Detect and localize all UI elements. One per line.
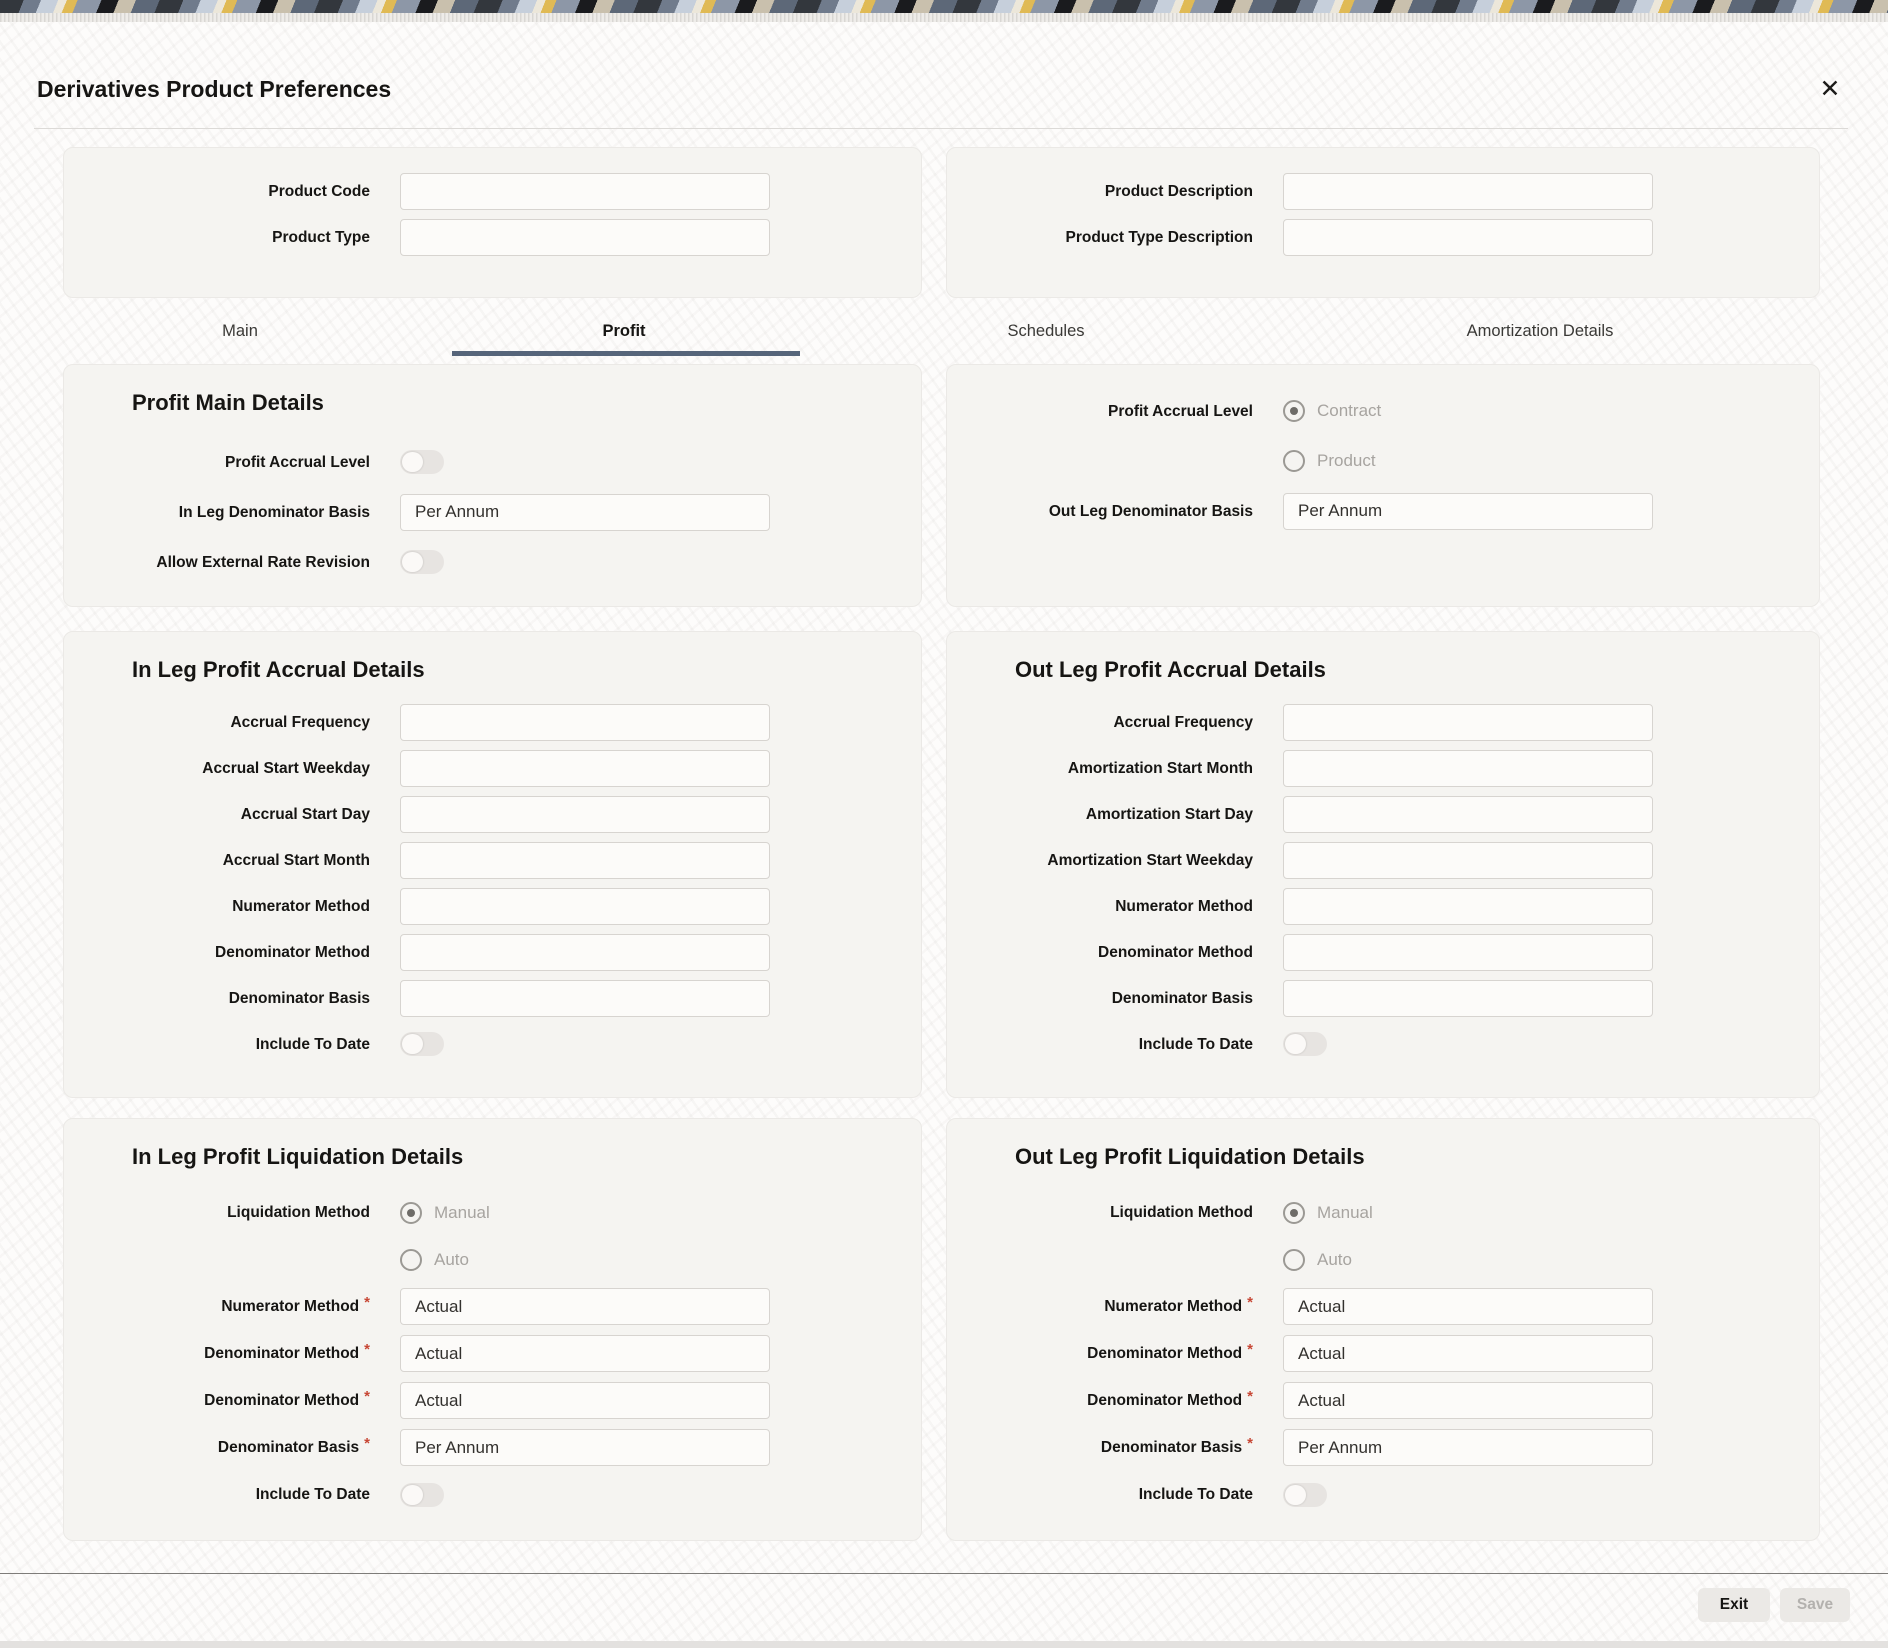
field-row <box>947 699 1819 745</box>
denominator-basis-label: Denominator Basis <box>228 989 370 1007</box>
top-texture-strip <box>0 13 1888 22</box>
denominator-method-label <box>971 1341 1253 1363</box>
product-identity-card <box>63 147 922 298</box>
in-leg-profit-liquidation-details-card <box>63 1118 922 1541</box>
out-leg-liq-numerator-method-input[interactable] <box>1283 1288 1653 1325</box>
out-leg-liq-denominator-method-2-input[interactable] <box>1283 1382 1653 1419</box>
toggle-knob <box>1285 1485 1306 1505</box>
field-row <box>64 745 921 791</box>
field-row <box>64 791 921 837</box>
in-leg-liq-denominator-method-input[interactable] <box>400 1335 770 1372</box>
product-type-input[interactable] <box>400 219 770 256</box>
liquidation-method-manual-row <box>64 1189 921 1236</box>
radio-product-label: Product <box>1317 451 1376 470</box>
required-marker: * <box>1247 1435 1253 1452</box>
toggle-knob <box>402 452 423 472</box>
liquidation-method-manual-row <box>947 1189 1819 1236</box>
label-text: Denominator Method <box>1087 1392 1243 1409</box>
field-row <box>64 699 921 745</box>
in-leg-accrual-start-month-input[interactable] <box>400 842 770 879</box>
in-leg-liq-include-to-date-toggle[interactable] <box>400 1483 444 1507</box>
tab-amortization-details[interactable]: Amortization Details <box>1466 322 1614 340</box>
out-leg-denominator-basis-label: Out Leg Denominator Basis <box>1048 502 1253 520</box>
denominator-method-label <box>88 1388 370 1410</box>
out-leg-accrual-denominator-method-input[interactable] <box>1283 934 1653 971</box>
numerator-method-label: Numerator Method <box>232 897 370 915</box>
product-description-row <box>947 168 1819 214</box>
amortization-start-month-label: Amortization Start Month <box>1067 759 1253 777</box>
in-leg-accrual-denominator-basis-input[interactable] <box>400 980 770 1017</box>
product-type-label: Product Type <box>272 228 370 246</box>
field-row <box>947 745 1819 791</box>
in-leg-accrual-frequency-input[interactable] <box>400 704 770 741</box>
in-leg-profit-accrual-details-card <box>63 631 922 1098</box>
in-leg-accrual-start-day-input[interactable] <box>400 796 770 833</box>
numerator-method-label <box>971 1294 1253 1316</box>
required-marker: * <box>364 1341 370 1358</box>
tab-main[interactable]: Main <box>222 322 258 340</box>
label-text: Numerator Method <box>221 1298 360 1315</box>
in-leg-accrual-numerator-method-input[interactable] <box>400 888 770 925</box>
page-title: Derivatives Product Preferences <box>37 76 392 102</box>
field-row <box>947 1283 1819 1330</box>
liquidation-method-label: Liquidation Method <box>1110 1204 1253 1221</box>
top-collage-banner <box>0 0 1888 14</box>
out-leg-accrual-numerator-method-input[interactable] <box>1283 888 1653 925</box>
required-marker: * <box>1247 1341 1253 1358</box>
denominator-basis-label: Denominator Basis <box>1111 989 1253 1007</box>
out-leg-denominator-basis-input[interactable] <box>1283 493 1653 530</box>
allow-external-rate-revision-toggle[interactable] <box>400 550 444 574</box>
product-description-card <box>946 147 1820 298</box>
out-leg-denominator-basis-row <box>947 486 1819 536</box>
out-leg-liq-denominator-basis-input[interactable] <box>1283 1429 1653 1466</box>
amortization-start-weekday-label: Amortization Start Weekday <box>1047 851 1253 869</box>
include-to-date-row <box>64 1021 921 1067</box>
product-code-input[interactable] <box>400 173 770 210</box>
accrual-level-contract-row <box>947 386 1819 436</box>
field-row <box>64 929 921 975</box>
section-title-out-leg-accrual: Out Leg Profit Accrual Details <box>1015 657 1326 682</box>
out-leg-amortization-start-day-input[interactable] <box>1283 796 1653 833</box>
profit-accrual-level-toggle[interactable] <box>400 450 444 474</box>
accrual-frequency-label: Accrual Frequency <box>1113 713 1253 731</box>
product-type-description-row <box>947 214 1819 260</box>
out-leg-accrual-include-to-date-toggle[interactable] <box>1283 1032 1327 1056</box>
field-row <box>947 1424 1819 1471</box>
numerator-method-label: Numerator Method <box>1115 897 1253 915</box>
footer-divider <box>0 1573 1888 1574</box>
required-marker: * <box>1247 1388 1253 1405</box>
denominator-method-label <box>88 1341 370 1363</box>
in-leg-denominator-basis-row <box>64 487 921 537</box>
allow-external-rate-revision-label: Allow External Rate Revision <box>156 553 370 571</box>
required-marker: * <box>1247 1294 1253 1311</box>
include-to-date-label: Include To Date <box>1138 1486 1253 1503</box>
exit-button[interactable]: Exit <box>1698 1588 1770 1622</box>
liquidation-method-label: Liquidation Method <box>227 1204 370 1221</box>
field-row <box>64 1283 921 1330</box>
toggle-knob <box>402 1034 423 1054</box>
toggle-knob <box>1285 1034 1306 1054</box>
radio-auto-label: Auto <box>434 1249 469 1269</box>
tab-schedules[interactable]: Schedules <box>1007 322 1085 340</box>
active-tab-underline <box>452 351 800 356</box>
out-leg-amortization-start-month-input[interactable] <box>1283 750 1653 787</box>
accrual-start-month-label: Accrual Start Month <box>222 851 370 869</box>
field-row <box>64 837 921 883</box>
required-marker: * <box>364 1435 370 1452</box>
denominator-method-label: Denominator Method <box>215 943 370 961</box>
out-leg-liq-include-to-date-toggle[interactable] <box>1283 1483 1327 1507</box>
tab-profit[interactable]: Profit <box>602 322 646 340</box>
field-row <box>64 883 921 929</box>
field-row <box>64 1377 921 1424</box>
product-description-label: Product Description <box>1104 182 1253 200</box>
in-leg-denominator-basis-input[interactable] <box>400 494 770 531</box>
field-row <box>947 837 1819 883</box>
radio-product[interactable] <box>1283 450 1305 472</box>
section-title-in-leg-accrual: In Leg Profit Accrual Details <box>132 657 425 682</box>
product-type-row <box>64 214 921 260</box>
include-to-date-label: Include To Date <box>255 1035 370 1053</box>
profit-accrual-level-label: Profit Accrual Level <box>1107 402 1253 420</box>
out-leg-accrual-frequency-input[interactable] <box>1283 704 1653 741</box>
field-row <box>64 1424 921 1471</box>
field-row <box>947 975 1819 1021</box>
profit-main-details-card <box>63 364 922 607</box>
required-marker: * <box>364 1388 370 1405</box>
field-row <box>64 1330 921 1377</box>
label-text: Denominator Method <box>1087 1345 1243 1362</box>
section-title-profit-main-details: Profit Main Details <box>132 390 324 415</box>
required-marker: * <box>364 1294 370 1311</box>
liquidation-method-auto-row <box>64 1236 921 1283</box>
in-leg-accrual-start-weekday-input[interactable] <box>400 750 770 787</box>
toggle-knob <box>402 1485 423 1505</box>
in-leg-accrual-include-to-date-toggle[interactable] <box>400 1032 444 1056</box>
include-to-date-row <box>947 1471 1819 1518</box>
denominator-basis-label <box>88 1435 370 1457</box>
in-leg-liq-denominator-basis-input[interactable] <box>400 1429 770 1466</box>
radio-manual[interactable] <box>400 1202 422 1224</box>
close-icon[interactable]: ✕ <box>1810 70 1850 108</box>
label-text: Denominator Basis <box>217 1439 360 1456</box>
section-title-out-leg-liquidation: Out Leg Profit Liquidation Details <box>1015 1144 1365 1169</box>
field-row <box>64 975 921 1021</box>
product-description-input[interactable] <box>1283 173 1653 210</box>
field-row <box>947 1330 1819 1377</box>
amortization-start-day-label: Amortization Start Day <box>1085 805 1253 823</box>
field-row <box>947 883 1819 929</box>
radio-auto[interactable] <box>400 1249 422 1271</box>
radio-contract-label: Contract <box>1317 401 1382 420</box>
numerator-method-label <box>88 1294 370 1316</box>
out-leg-liq-denominator-method-input[interactable] <box>1283 1335 1653 1372</box>
include-to-date-row <box>64 1471 921 1518</box>
in-leg-accrual-denominator-method-input[interactable] <box>400 934 770 971</box>
radio-auto[interactable] <box>1283 1249 1305 1271</box>
radio-contract[interactable] <box>1283 400 1305 422</box>
out-leg-profit-accrual-details-card <box>946 631 1820 1098</box>
include-to-date-row <box>947 1021 1819 1067</box>
out-leg-amortization-start-weekday-input[interactable] <box>1283 842 1653 879</box>
header-divider <box>34 128 1848 129</box>
accrual-start-weekday-label: Accrual Start Weekday <box>202 759 370 777</box>
out-leg-accrual-denominator-basis-input[interactable] <box>1283 980 1653 1017</box>
section-title-in-leg-liquidation: In Leg Profit Liquidation Details <box>132 1144 464 1169</box>
product-code-row <box>64 168 921 214</box>
field-row <box>947 791 1819 837</box>
label-text: Denominator Method <box>204 1345 360 1362</box>
accrual-level-product-row <box>947 436 1819 486</box>
label-text: Denominator Basis <box>1100 1439 1243 1456</box>
profit-accrual-level-label: Profit Accrual Level <box>224 453 370 471</box>
label-text: Numerator Method <box>1104 1298 1243 1315</box>
accrual-start-day-label: Accrual Start Day <box>240 805 370 823</box>
denominator-basis-label <box>971 1435 1253 1457</box>
bottom-strip <box>0 1641 1888 1648</box>
label-text: Denominator Method <box>204 1392 360 1409</box>
product-code-label: Product Code <box>268 182 370 200</box>
save-button[interactable]: Save <box>1780 1588 1850 1622</box>
denominator-method-label: Denominator Method <box>1098 943 1253 961</box>
profit-accrual-level-card <box>946 364 1820 607</box>
profit-accrual-level-row <box>64 437 921 487</box>
in-leg-liq-numerator-method-input[interactable] <box>400 1288 770 1325</box>
product-type-description-input[interactable] <box>1283 219 1653 256</box>
include-to-date-label: Include To Date <box>1138 1035 1253 1053</box>
out-leg-profit-liquidation-details-card <box>946 1118 1820 1541</box>
field-row <box>947 1377 1819 1424</box>
in-leg-liq-denominator-method-2-input[interactable] <box>400 1382 770 1419</box>
product-type-description-label: Product Type Description <box>1065 228 1253 246</box>
field-row <box>947 929 1819 975</box>
radio-auto-label: Auto <box>1317 1249 1352 1269</box>
include-to-date-label: Include To Date <box>255 1486 370 1503</box>
in-leg-denominator-basis-label: In Leg Denominator Basis <box>178 503 370 521</box>
radio-manual-label: Manual <box>1317 1202 1373 1222</box>
liquidation-method-auto-row <box>947 1236 1819 1283</box>
toggle-knob <box>402 552 423 572</box>
accrual-frequency-label: Accrual Frequency <box>230 713 370 731</box>
radio-manual-label: Manual <box>434 1202 490 1222</box>
radio-manual[interactable] <box>1283 1202 1305 1224</box>
allow-external-rate-revision-row <box>64 537 921 587</box>
denominator-method-label <box>971 1388 1253 1410</box>
